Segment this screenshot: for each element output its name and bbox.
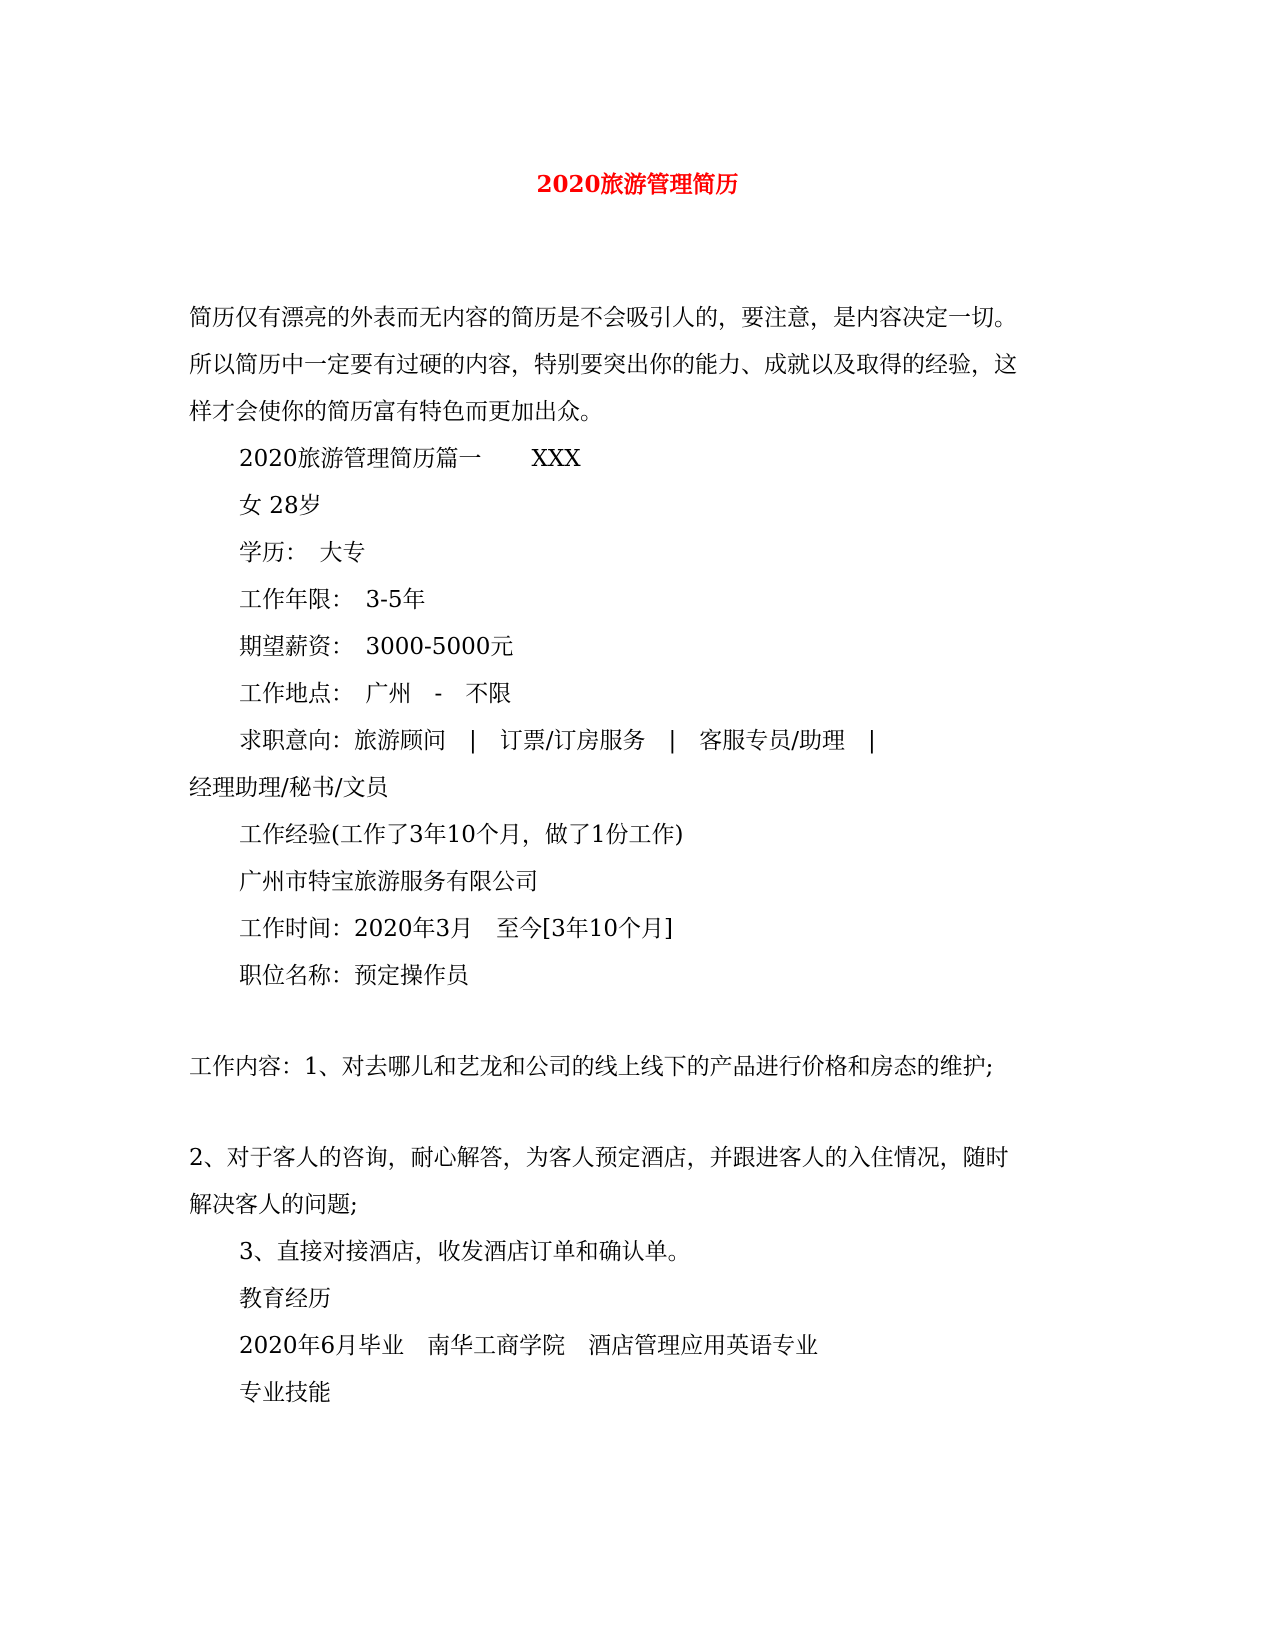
company-name: 广州市特宝旅游服务有限公司 — [239, 869, 538, 895]
intro-line-3: 样才会使你的简历富有特色而更加出众。 — [189, 399, 603, 425]
expected-salary: 期望薪资： 3000-5000元 — [239, 634, 514, 660]
education-heading: 教育经历 — [239, 1286, 331, 1312]
work-years: 工作年限： 3-5年 — [239, 587, 426, 613]
intro-line-2: 所以简历中一定要有过硬的内容，特别要突出你的能力、成就以及取得的经验，这 — [189, 352, 1017, 378]
duty-3: 3、直接对接酒店，收发酒店订单和确认单。 — [239, 1239, 691, 1265]
position-title: 职位名称：预定操作员 — [239, 963, 469, 989]
resume-heading: 2020旅游管理简历篇一 — [239, 446, 482, 472]
experience-summary: 工作经验(工作了3年10个月，做了1份工作) — [239, 822, 684, 848]
skills-heading: 专业技能 — [239, 1380, 331, 1406]
duty-1: 工作内容：1、对去哪儿和艺龙和公司的线上线下的产品进行价格和房态的维护; — [189, 1054, 994, 1080]
intro-line-1: 简历仅有漂亮的外表而无内容的简历是不会吸引人的，要注意，是内容决定一切。 — [189, 305, 1017, 331]
work-time: 工作时间：2020年3月 至今[3年10个月] — [239, 916, 674, 942]
job-intention-line-1: 求职意向：旅游顾问 | 订票/订房服务 | 客服专员/助理 | — [239, 728, 876, 754]
duty-2-line-1: 2、对于客人的咨询，耐心解答，为客人预定酒店，并跟进客人的入住情况，随时 — [189, 1145, 1009, 1171]
job-intention-line-2: 经理助理/秘书/文员 — [189, 775, 389, 801]
document-title: 2020旅游管理简历 — [536, 171, 739, 198]
resume-name: XXX — [531, 446, 581, 472]
education-detail: 2020年6月毕业 南华工商学院 酒店管理应用英语专业 — [239, 1333, 819, 1359]
gender-age: 女 28岁 — [239, 493, 322, 519]
duty-2-line-2: 解决客人的问题; — [189, 1192, 358, 1218]
work-location: 工作地点： 广州 - 不限 — [239, 681, 512, 707]
education-level: 学历： 大专 — [239, 540, 366, 566]
resume-heading-line — [239, 444, 581, 474]
